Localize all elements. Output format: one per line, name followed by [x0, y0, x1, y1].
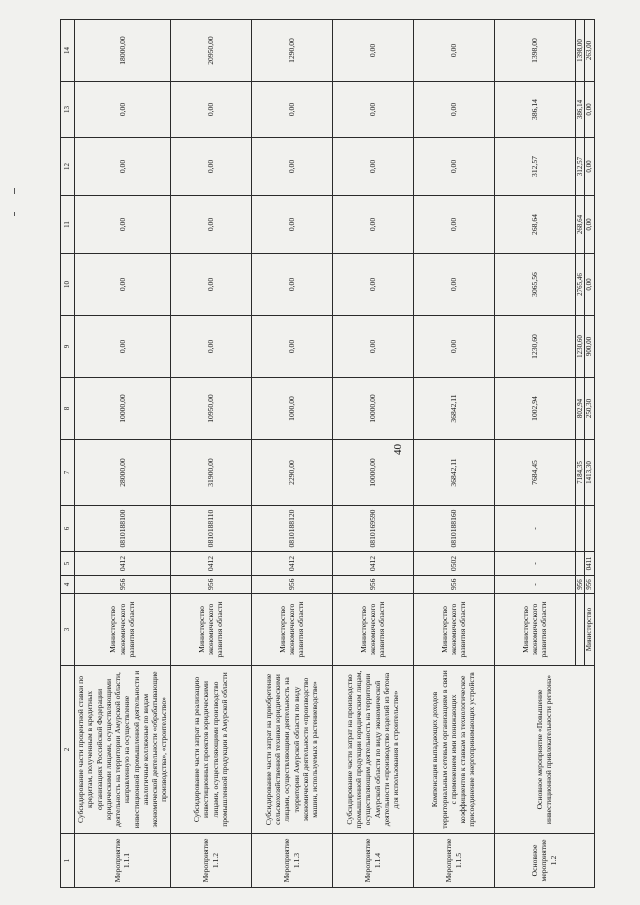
row-value: 0,00	[332, 316, 413, 378]
main-event-sub-value: 312,57	[575, 138, 585, 196]
row-rzpr: 0412	[332, 552, 413, 576]
row-description: Компенсация выпадающих доходов территориальным сетевым организациям в связи с применением ими понижающих коэффициентов к ставкам за технологическое присоединение энергопринимающих устройств	[413, 666, 494, 834]
row-csr: 0810188100	[75, 506, 171, 552]
row-ministry: Министерство экономического развития области	[75, 594, 171, 666]
row-value: 0,00	[332, 254, 413, 316]
row-value: 0,00	[75, 254, 171, 316]
main-event-sub-value: 1230,60	[575, 316, 585, 378]
table-row	[332, 20, 413, 888]
row-grbs: 956	[170, 576, 251, 594]
column-number: 14	[61, 20, 75, 82]
main-event-sub-value: 7184,35	[575, 440, 585, 506]
main-event-row	[494, 20, 575, 888]
main-event-sub-ministry	[575, 594, 585, 666]
row-value: 0,00	[332, 82, 413, 138]
main-event-sub-value: 802,94	[575, 378, 585, 440]
row-value: 1290,00	[251, 20, 332, 82]
column-number: 6	[61, 506, 75, 552]
row-value: 0,00	[75, 138, 171, 196]
row-csr: 0810188110	[170, 506, 251, 552]
main-event-sub-value: 268,64	[575, 196, 585, 254]
column-number: 13	[61, 82, 75, 138]
row-ministry: Министерство экономического развития области	[251, 594, 332, 666]
main-event-value: 312,57	[494, 138, 575, 196]
row-value: 0,00	[413, 138, 494, 196]
column-number: 9	[61, 316, 75, 378]
row-value: 0,00	[170, 138, 251, 196]
main-event-grbs: -	[494, 576, 575, 594]
row-value: 0,00	[251, 138, 332, 196]
row-value: 0,00	[170, 254, 251, 316]
main-event-sub-value: 250,30	[585, 378, 595, 440]
column-number: 10	[61, 254, 75, 316]
row-ministry: Министерство экономического развития области	[332, 594, 413, 666]
column-number: 2	[61, 666, 75, 834]
row-description: Субсидирование части затрат на реализацию инвестиционных проектов юридическими лицами, осуществляющими производство промышленной продукции в Амурской области	[170, 666, 251, 834]
row-value: 10000,00	[75, 378, 171, 440]
row-value: 2290,00	[251, 440, 332, 506]
column-number: 12	[61, 138, 75, 196]
column-number: 5	[61, 552, 75, 576]
row-value: 0,00	[170, 196, 251, 254]
row-value: 0,00	[332, 138, 413, 196]
row-value: 1000,00	[251, 378, 332, 440]
row-id: Мероприятие 1.1.4	[332, 834, 413, 888]
table-row	[413, 20, 494, 888]
row-grbs: 956	[332, 576, 413, 594]
main-event-id: Основное мероприятие 1.2	[494, 834, 594, 888]
column-number: 8	[61, 378, 75, 440]
row-rzpr: 0502	[413, 552, 494, 576]
row-value: 0,00	[75, 316, 171, 378]
row-value: 0,00	[413, 254, 494, 316]
row-value: 10000,00	[332, 440, 413, 506]
main-event-sub-value: 2765,46	[575, 254, 585, 316]
row-rzpr: 0412	[75, 552, 171, 576]
row-value: 0,00	[170, 316, 251, 378]
row-value: 0,00	[332, 20, 413, 82]
main-event-sub-value: 1398,00	[575, 20, 585, 82]
row-grbs: 956	[413, 576, 494, 594]
row-id: Мероприятие 1.1.5	[413, 834, 494, 888]
row-value: 0,00	[332, 196, 413, 254]
main-event-sub-value: 1413,30	[585, 440, 595, 506]
budget-table	[60, 19, 595, 888]
row-value: 0,00	[75, 82, 171, 138]
main-event-value: 1230,60	[494, 316, 575, 378]
main-event-sub-csr	[585, 506, 595, 552]
row-id: Мероприятие 1.1.2	[170, 834, 251, 888]
row-value: 10950,00	[170, 378, 251, 440]
main-event-sub-rzpr: 0411	[585, 552, 595, 576]
main-event-csr: -	[494, 506, 575, 552]
row-description: Субсидирование части затрат на приобретение сельскохозяйственной техники юридическими лицами, осуществляющими деятельность на территории Амурской области по виду экономической деятельности «производство машин, используемых в растениеводстве»	[251, 666, 332, 834]
main-event-value: 1002,94	[494, 378, 575, 440]
row-value: 0,00	[413, 196, 494, 254]
table-row	[251, 20, 332, 888]
row-value: 0,00	[251, 316, 332, 378]
table-row	[170, 20, 251, 888]
main-event-sub-value: 0,00	[585, 138, 595, 196]
column-number: 4	[61, 576, 75, 594]
row-value: 0,00	[413, 20, 494, 82]
main-event-value: 386,14	[494, 82, 575, 138]
column-number: 11	[61, 196, 75, 254]
main-event-description: Основное мероприятие «Повышение инвестиционной привлекательности региона»	[494, 666, 594, 834]
main-event-sub-grbs: 956	[585, 576, 595, 594]
row-value: 36842,11	[413, 378, 494, 440]
main-event-value: 3065,56	[494, 254, 575, 316]
row-csr: 0810188160	[413, 506, 494, 552]
row-description: Субсидирование части процентной ставки по кредитам, полученным в кредитных организациях Российской Федерации юридическими лицами, осуществляющими деятельность на территории Амурской области, направленную на осуществление инвестиционной промышленной деятельности и аналогичные колляжные по видам экономической деятельности «обрабатывающие производства», «строительство»	[75, 666, 171, 834]
row-value: 36842,11	[413, 440, 494, 506]
rotated-table-wrapper	[60, 20, 594, 888]
row-grbs: 956	[75, 576, 171, 594]
row-value: 28000,00	[75, 440, 171, 506]
row-value: 0,00	[75, 196, 171, 254]
row-value: 0,00	[251, 82, 332, 138]
scan-speck	[14, 212, 15, 216]
row-ministry: Министерство экономического развития области	[170, 594, 251, 666]
column-number: 1	[61, 834, 75, 888]
row-ministry: Министерство экономического развития области	[413, 594, 494, 666]
row-csr: 0810188120	[251, 506, 332, 552]
row-rzpr: 0412	[170, 552, 251, 576]
row-grbs: 956	[251, 576, 332, 594]
row-value: 0,00	[413, 82, 494, 138]
main-event-value: 7684,45	[494, 440, 575, 506]
row-id: Мероприятие 1.1.3	[251, 834, 332, 888]
table-row	[75, 20, 171, 888]
row-description: Субсидирование части затрат на производство промышленной продукции юридическим лицам, осуществляющим деятельность на территории Амурской области по виду экономической деятельности «производство изделий из бетона для использования в строительстве»	[332, 666, 413, 834]
main-event-sub-value: 0,00	[585, 82, 595, 138]
main-event-rzpr: -	[494, 552, 575, 576]
row-value: 18000,00	[75, 20, 171, 82]
main-event-sub-value: 386,14	[575, 82, 585, 138]
row-value: 0,00	[251, 196, 332, 254]
main-event-sub-value: 0,00	[585, 196, 595, 254]
row-value: 0,00	[413, 316, 494, 378]
row-rzpr: 0412	[251, 552, 332, 576]
scan-speck	[14, 188, 15, 194]
main-event-value: 268,64	[494, 196, 575, 254]
main-event-sub-grbs: 956	[575, 576, 585, 594]
main-event-ministry: Министерство экономического развития области	[494, 594, 575, 666]
column-number-row	[61, 20, 75, 888]
page-number: 40	[392, 444, 404, 455]
row-csr: 0810169590	[332, 506, 413, 552]
row-id: Мероприятие 1.1.1	[75, 834, 171, 888]
main-event-sub-value: 263,00	[585, 20, 595, 82]
main-event-value: 1398,00	[494, 20, 575, 82]
main-event-sub-value: 0,00	[585, 254, 595, 316]
main-event-sub-ministry: Министерство	[585, 594, 595, 666]
row-value: 10000,00	[332, 378, 413, 440]
column-number: 7	[61, 440, 75, 506]
row-value: 20950,00	[170, 20, 251, 82]
main-event-sub-value: 900,00	[585, 316, 595, 378]
row-value: 0,00	[170, 82, 251, 138]
column-number: 3	[61, 594, 75, 666]
row-value: 0,00	[251, 254, 332, 316]
main-event-sub-rzpr	[575, 552, 585, 576]
row-value: 31900,00	[170, 440, 251, 506]
main-event-sub-csr	[575, 506, 585, 552]
